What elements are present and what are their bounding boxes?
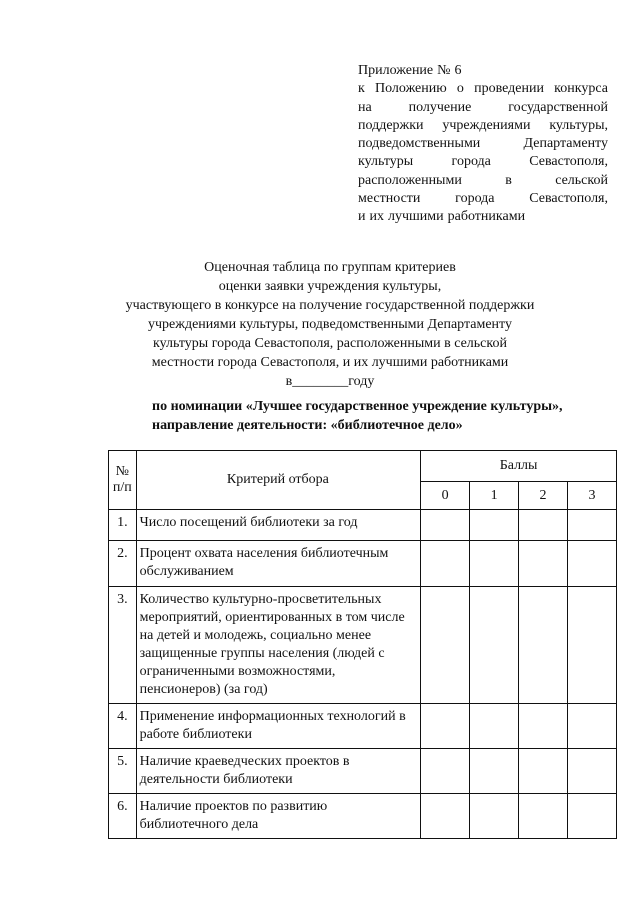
score-cell-2[interactable]	[519, 510, 568, 541]
score-cell-3[interactable]	[568, 510, 617, 541]
annex-word: Севастополя,	[529, 154, 608, 170]
annex-line	[358, 153, 608, 171]
annex-word: культуры,	[549, 117, 608, 133]
annex-line	[358, 80, 608, 98]
criterion-text	[136, 587, 421, 704]
criterion-line: работе библиотеки	[139, 727, 252, 742]
criterion-line: Количество культурно-просветительных	[139, 592, 382, 607]
criterion-line: Наличие краеведческих проектов в	[139, 754, 350, 769]
nomination-heading	[152, 397, 563, 435]
title-line: Оценочная таблица по группам критериев	[204, 260, 456, 275]
annex-word: проведении	[474, 81, 544, 97]
criterion-line: библиотечного дела	[139, 817, 259, 832]
criterion-text	[136, 704, 421, 749]
annex-word: конкурса	[554, 81, 608, 97]
row-number: 3.	[109, 587, 137, 704]
row-number: 5.	[109, 749, 137, 794]
criterion-line: мероприятий, ориентированных в том числе	[139, 610, 405, 625]
title-line: местности города Севастополя, и их лучшими работниками	[151, 355, 509, 370]
score-header-3: 3	[568, 482, 617, 510]
table-row	[109, 541, 617, 587]
score-cell-0[interactable]	[421, 794, 470, 839]
annex-word: Департаменту	[523, 136, 608, 152]
criterion-text	[136, 749, 421, 794]
annex-word: 6	[454, 63, 462, 78]
annex-header	[358, 62, 608, 227]
criterion-text	[136, 510, 421, 541]
score-cell-2[interactable]	[519, 587, 568, 704]
score-cell-0[interactable]	[421, 704, 470, 749]
criterion-column-header: Критерий отбора	[136, 451, 421, 510]
annex-line	[358, 99, 608, 117]
score-cell-3[interactable]	[568, 794, 617, 839]
score-cell-2[interactable]	[519, 794, 568, 839]
row-number: 2.	[109, 541, 137, 587]
score-cell-0[interactable]	[421, 749, 470, 794]
criterion-line: пенсионеров) (за год)	[139, 682, 268, 697]
number-header-line-2: п/п	[112, 480, 132, 495]
row-number: 1.	[109, 510, 137, 541]
criterion-line: на детей и молодежь, социально менее	[139, 628, 372, 643]
score-cell-0[interactable]	[421, 510, 470, 541]
score-cell-3[interactable]	[568, 704, 617, 749]
annex-word: города	[455, 191, 495, 207]
annex-word: сельской	[555, 172, 608, 188]
score-cell-2[interactable]	[519, 704, 568, 749]
scores-column-header: Баллы	[421, 451, 617, 482]
score-cell-3[interactable]	[568, 541, 617, 587]
activity-direction-line: направление деятельности: «библиотечное дело»	[152, 418, 463, 433]
criterion-line: обслуживанием	[139, 564, 234, 579]
annex-word: и	[358, 209, 366, 225]
score-cell-1[interactable]	[470, 704, 519, 749]
score-cell-1[interactable]	[470, 749, 519, 794]
annex-line	[358, 135, 608, 153]
row-number: 6.	[109, 794, 137, 839]
score-cell-1[interactable]	[470, 587, 519, 704]
score-cell-2[interactable]	[519, 749, 568, 794]
table-row	[109, 749, 617, 794]
criterion-text	[136, 794, 421, 839]
annex-line	[358, 62, 608, 80]
table-row	[109, 794, 617, 839]
score-cell-0[interactable]	[421, 541, 470, 587]
annex-word: №	[437, 63, 451, 78]
annex-word: на	[358, 99, 372, 115]
annex-word: получение	[408, 99, 472, 115]
annex-word: подведомственными	[358, 136, 481, 152]
number-column-header	[109, 451, 137, 510]
criterion-line: Наличие проектов по развитию	[139, 799, 328, 814]
table-row	[109, 510, 617, 541]
title-line: учреждениями культуры, подведомственными Департаменту	[148, 317, 512, 332]
annex-word: государственной	[508, 99, 608, 115]
score-header-2: 2	[519, 482, 568, 510]
annex-word: Севастополя,	[529, 191, 608, 207]
annex-word: культуры	[358, 154, 414, 170]
annex-word: лучшими	[388, 209, 444, 225]
annex-word: Положению	[375, 81, 447, 97]
annex-word: их	[369, 209, 384, 225]
row-number: 4.	[109, 704, 137, 749]
score-cell-2[interactable]	[519, 541, 568, 587]
criterion-line: Применение информационных технологий в	[139, 709, 406, 724]
table-row	[109, 704, 617, 749]
nomination-line: по номинации «Лучшее государственное учреждение культуры»,	[152, 399, 563, 414]
criterion-text	[136, 541, 421, 587]
annex-word: местности	[358, 191, 421, 207]
annex-line	[358, 117, 608, 135]
score-cell-3[interactable]	[568, 587, 617, 704]
criterion-line: Процент охвата населения библиотечным	[139, 546, 389, 561]
score-header-0: 0	[421, 482, 470, 510]
criterion-line: защищенные группы населения (людей с	[139, 646, 385, 661]
document-title	[100, 258, 560, 391]
title-line: в________году	[285, 374, 375, 389]
score-cell-1[interactable]	[470, 510, 519, 541]
score-cell-3[interactable]	[568, 749, 617, 794]
score-cell-1[interactable]	[470, 541, 519, 587]
annex-word: о	[456, 81, 464, 97]
table-header-row	[109, 451, 617, 482]
annex-line	[358, 208, 608, 226]
annex-word: работниками	[447, 209, 526, 225]
annex-word: Приложение	[358, 63, 434, 78]
annex-word: поддержки	[358, 117, 424, 133]
annex-word: учреждениями	[442, 117, 531, 133]
annex-word: расположенными	[358, 172, 462, 188]
number-header-line-1: №	[115, 464, 129, 479]
title-line: участвующего в конкурсе на получение государственной поддержки	[125, 298, 535, 313]
criterion-line: Число посещений библиотеки за год	[139, 515, 358, 530]
annex-line	[358, 172, 608, 190]
score-cell-0[interactable]	[421, 587, 470, 704]
score-cell-1[interactable]	[470, 794, 519, 839]
criteria-table	[108, 450, 617, 839]
title-line: культуры города Севастополя, расположенными в сельской	[153, 336, 507, 351]
annex-line	[358, 190, 608, 208]
criterion-line: деятельности библиотеки	[139, 772, 293, 787]
annex-word: города	[451, 154, 491, 170]
score-header-1: 1	[470, 482, 519, 510]
title-line: оценки заявки учреждения культуры,	[218, 279, 442, 294]
annex-word: к	[358, 81, 365, 97]
criterion-line: ограниченными возможностями,	[139, 664, 336, 679]
annex-word: в	[505, 172, 512, 188]
table-row	[109, 587, 617, 704]
